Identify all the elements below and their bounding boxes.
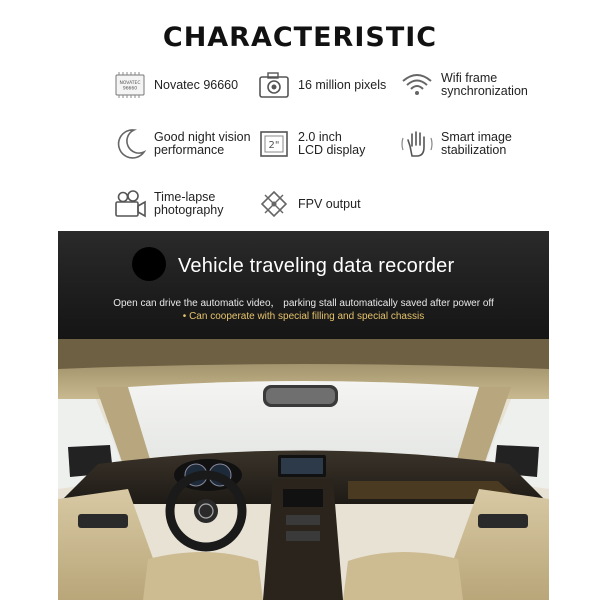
product-banner bbox=[58, 231, 549, 339]
lcd-text: 2" bbox=[268, 140, 280, 151]
video-camera-icon bbox=[112, 186, 148, 222]
wifi-icon bbox=[399, 67, 435, 103]
feature-wifi bbox=[399, 65, 528, 105]
feature-label: FPV output bbox=[298, 196, 361, 211]
banner-dot-icon bbox=[132, 247, 166, 281]
feature-label: Wifi frame synchronization bbox=[441, 71, 528, 98]
feature-label: Good night vision performance bbox=[154, 130, 251, 157]
chip-text-brand: NOVATEC 96660 bbox=[119, 81, 141, 92]
feature-lcd bbox=[256, 124, 365, 164]
feature-processor bbox=[112, 65, 238, 105]
feature-fpv bbox=[256, 184, 361, 224]
drone-icon bbox=[256, 186, 292, 222]
feature-label: Time-lapse photography bbox=[154, 190, 224, 217]
chip-icon bbox=[112, 67, 148, 103]
moon-icon bbox=[112, 126, 148, 162]
banner-heading: Vehicle traveling data recorder bbox=[178, 255, 455, 277]
lcd-icon bbox=[256, 126, 292, 162]
car-interior-image bbox=[58, 339, 549, 600]
banner-subtitle: Open can drive the automatic video， parking stall automatically saved after power off bbox=[113, 298, 494, 309]
hand-icon bbox=[399, 126, 435, 162]
feature-label: 16 million pixels bbox=[298, 77, 387, 92]
feature-resolution bbox=[256, 65, 386, 105]
page-title: CHARACTERISTIC bbox=[162, 22, 438, 53]
feature-label: Smart image stabilization bbox=[441, 130, 512, 157]
feature-time-lapse bbox=[112, 184, 224, 224]
feature-label: 2.0 inch LCD display bbox=[298, 130, 366, 157]
feature-stabilization bbox=[399, 124, 512, 164]
camera-icon bbox=[256, 67, 292, 103]
banner-note: • Can cooperate with special filling and special chassis bbox=[182, 311, 425, 322]
feature-label: Novatec 96660 bbox=[154, 77, 239, 92]
feature-night-vision bbox=[112, 124, 251, 164]
